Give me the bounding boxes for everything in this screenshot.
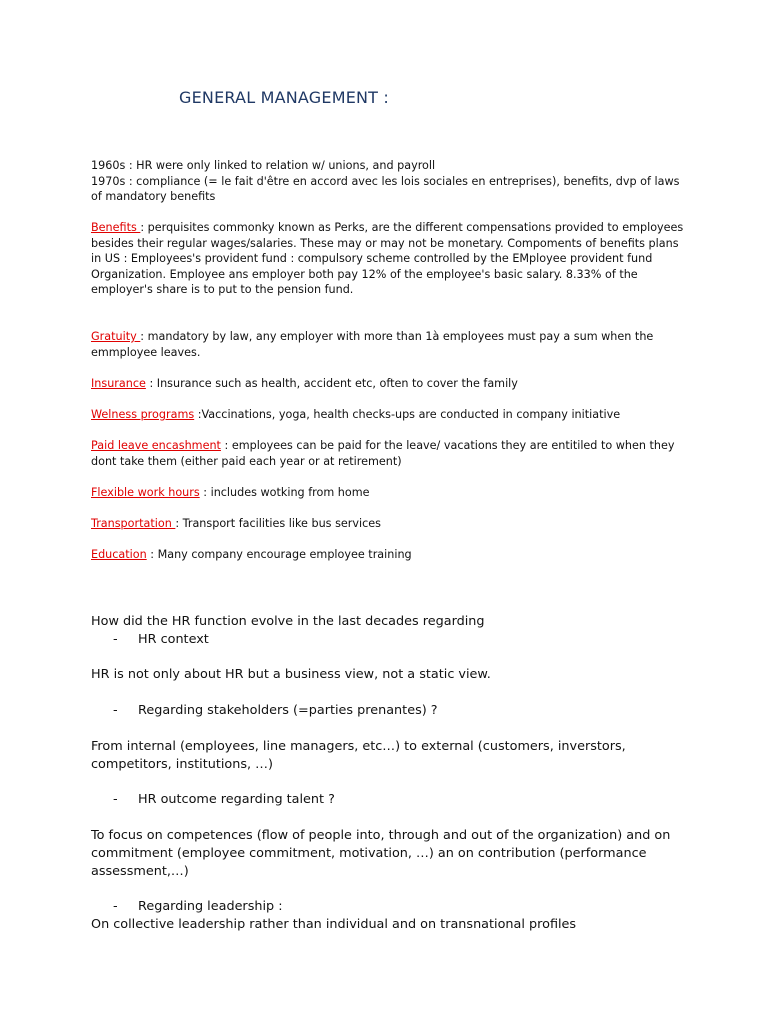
benefit-text: : Many company encourage employee training [146, 548, 412, 561]
benefit-item-transportation [91, 516, 691, 532]
benefit-item-education [91, 547, 691, 563]
benefit-term: Transportation [91, 517, 176, 530]
benefit-item-insurance [91, 376, 691, 392]
bullet-text: HR outcome regarding talent ? [138, 792, 335, 807]
bullet-stakeholders [113, 702, 438, 720]
bullet-dash: - [113, 792, 118, 807]
benefit-term: Insurance [91, 377, 146, 390]
hr-evolution-question: How did the HR function evolve in the last decades regarding [91, 614, 485, 629]
leadership-text: On collective leadership rather than individual and on transnational profiles [91, 917, 577, 932]
bullet-dash: - [113, 899, 118, 914]
bullet-leadership [113, 898, 283, 916]
talent-text: To focus on competences (flow of people into, through and out of the organization) and on commitment (employee commitment, motivation, …) an on contribution (performance assessment,…) [91, 828, 671, 879]
benefit-text: : Insurance such as health, accident etc, often to cover the family [145, 377, 518, 390]
history-paragraph [91, 158, 691, 205]
hr-context-text: HR is not only about HR but a business view, not a static view. [91, 667, 491, 682]
bullet-text: Regarding leadership : [138, 899, 283, 914]
benefit-term: Welness programs [91, 408, 195, 421]
benefits-text: : perquisites commonky known as Perks, are the different compensations provided to employees besides their regular wages/salaries. These may or may not be monetary. Compoments of benefits plans in US : Employees's provident fund : compulsory scheme controlled by the EMployee provident fund Organization. Employee ans employer both pay 12% of the employee's basic salary. 8.33% of the employer's share is to put to the pension fund. [91, 221, 684, 297]
bullet-dash: - [113, 632, 118, 647]
bullet-hr-context [113, 631, 209, 649]
bullet-dash: - [113, 703, 118, 718]
benefits-term: Benefits [91, 221, 141, 234]
benefit-text: : includes wotking from home [199, 486, 370, 499]
benefit-text: : Transport facilities like bus services [175, 517, 381, 530]
benefit-item-gratuity [91, 329, 691, 360]
benefit-item-paid-leave [91, 438, 691, 469]
bullet-text: Regarding stakeholders (=parties prenantes) ? [138, 703, 438, 718]
benefit-term: Flexible work hours [91, 486, 200, 499]
history-1960s: 1960s : HR were only linked to relation w/ unions, and payroll [91, 159, 436, 172]
benefit-text: : mandatory by law, any employer with more than 1à employees must pay a sum when the emmployee leaves. [91, 330, 654, 359]
benefit-item-welness [91, 407, 691, 423]
benefit-item-flexible-hours [91, 485, 691, 501]
history-1970s: 1970s : compliance (= le fait d'être en accord avec les lois sociales en entreprises), benefits, dvp of laws of mandatory benefits [91, 174, 680, 204]
benefit-text: : employees can be paid for the leave/ vacations they are entitiled to when they dont take them (either paid each year or at retirement) [91, 439, 675, 468]
benefit-term: Gratuity [91, 330, 141, 343]
benefit-term: Education [91, 548, 147, 561]
benefit-text: :Vaccinations, yoga, health checks-ups are conducted in company initiative [194, 408, 621, 421]
page-title: GENERAL MANAGEMENT : [179, 88, 390, 107]
benefit-term: Paid leave encashment [91, 439, 221, 452]
stakeholders-text: From internal (employees, line managers, etc…) to external (customers, inverstors, competitors, institutions, …) [91, 739, 626, 772]
bullet-talent [113, 791, 335, 809]
bullet-text: HR context [138, 632, 209, 647]
benefits-paragraph [91, 220, 691, 298]
